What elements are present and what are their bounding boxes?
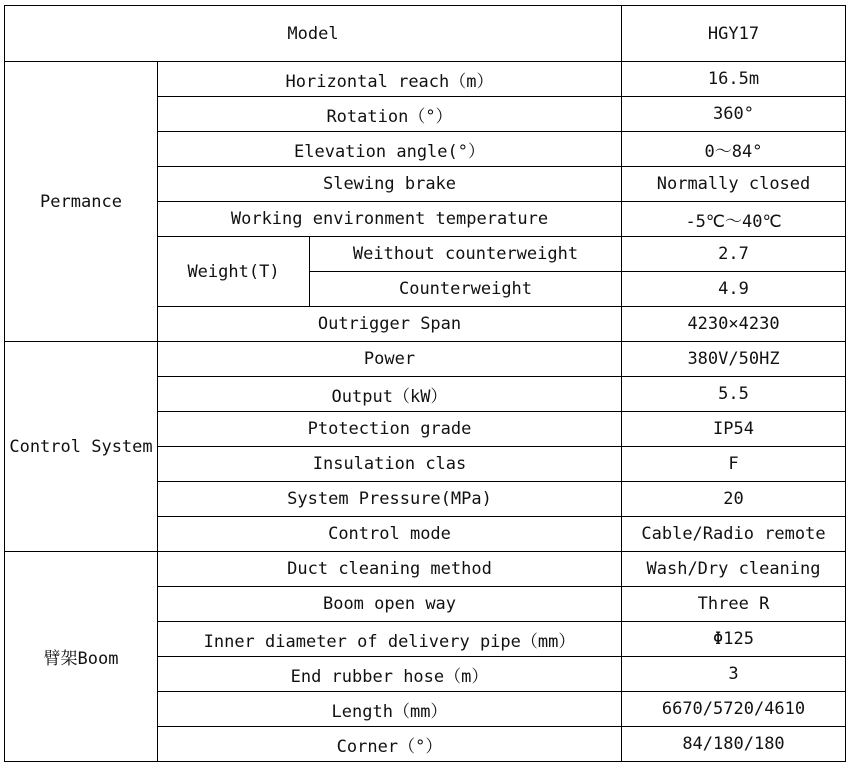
row-value: 3 xyxy=(622,657,846,692)
row-label: Boom open way xyxy=(158,587,622,622)
section-title-permance: Permance xyxy=(5,62,158,342)
row-value: 4.9 xyxy=(622,272,846,307)
row-value: 4230×4230 xyxy=(622,307,846,342)
table-row xyxy=(5,62,846,97)
row-value: Cable/Radio remote xyxy=(622,517,846,552)
spec-table xyxy=(4,5,846,762)
row-label: Working environment temperature xyxy=(158,202,622,237)
row-value: 6670/5720/4610 xyxy=(622,692,846,727)
table-row xyxy=(5,342,846,377)
row-value: 20 xyxy=(622,482,846,517)
model-label: Model xyxy=(5,6,622,62)
row-value: Three R xyxy=(622,587,846,622)
row-value: 5.5 xyxy=(622,377,846,412)
row-value: Φ125 xyxy=(622,622,846,657)
table-row xyxy=(5,552,846,587)
row-value: 16.5m xyxy=(622,62,846,97)
row-label: Power xyxy=(158,342,622,377)
row-value: Wash/Dry cleaning xyxy=(622,552,846,587)
row-label: Slewing brake xyxy=(158,167,622,202)
row-label: Insulation clas xyxy=(158,447,622,482)
model-value: HGY17 xyxy=(622,6,846,62)
row-label: End rubber hose（m） xyxy=(158,657,622,692)
row-label: Outrigger Span xyxy=(158,307,622,342)
row-label: Horizontal reach（m） xyxy=(158,62,622,97)
row-value: 360° xyxy=(622,97,846,132)
header-row xyxy=(5,6,846,62)
row-label: Rotation（°） xyxy=(158,97,622,132)
row-label: Control mode xyxy=(158,517,622,552)
row-label: Corner（°） xyxy=(158,727,622,762)
section-title-boom: 臂架Boom xyxy=(5,552,158,762)
row-label: Elevation angle(°） xyxy=(158,132,622,167)
row-value: 2.7 xyxy=(622,237,846,272)
section-title-control-system: Control System xyxy=(5,342,158,552)
row-label: Weithout counterweight xyxy=(310,237,622,272)
row-value: IP54 xyxy=(622,412,846,447)
row-label: System Pressure(MPa) xyxy=(158,482,622,517)
row-label: Ptotection grade xyxy=(158,412,622,447)
weight-group-label: Weight(T) xyxy=(158,237,310,307)
row-value: 84/180/180 xyxy=(622,727,846,762)
row-value: F xyxy=(622,447,846,482)
row-label: Length（mm） xyxy=(158,692,622,727)
row-value: 0～84° xyxy=(622,132,846,167)
row-label: Output（kW） xyxy=(158,377,622,412)
row-value: -5℃～40℃ xyxy=(622,202,846,237)
row-value: Normally closed xyxy=(622,167,846,202)
row-label: Duct cleaning method xyxy=(158,552,622,587)
row-label: Inner diameter of delivery pipe（mm） xyxy=(158,622,622,657)
row-label: Counterweight xyxy=(310,272,622,307)
row-value: 380V/50HZ xyxy=(622,342,846,377)
